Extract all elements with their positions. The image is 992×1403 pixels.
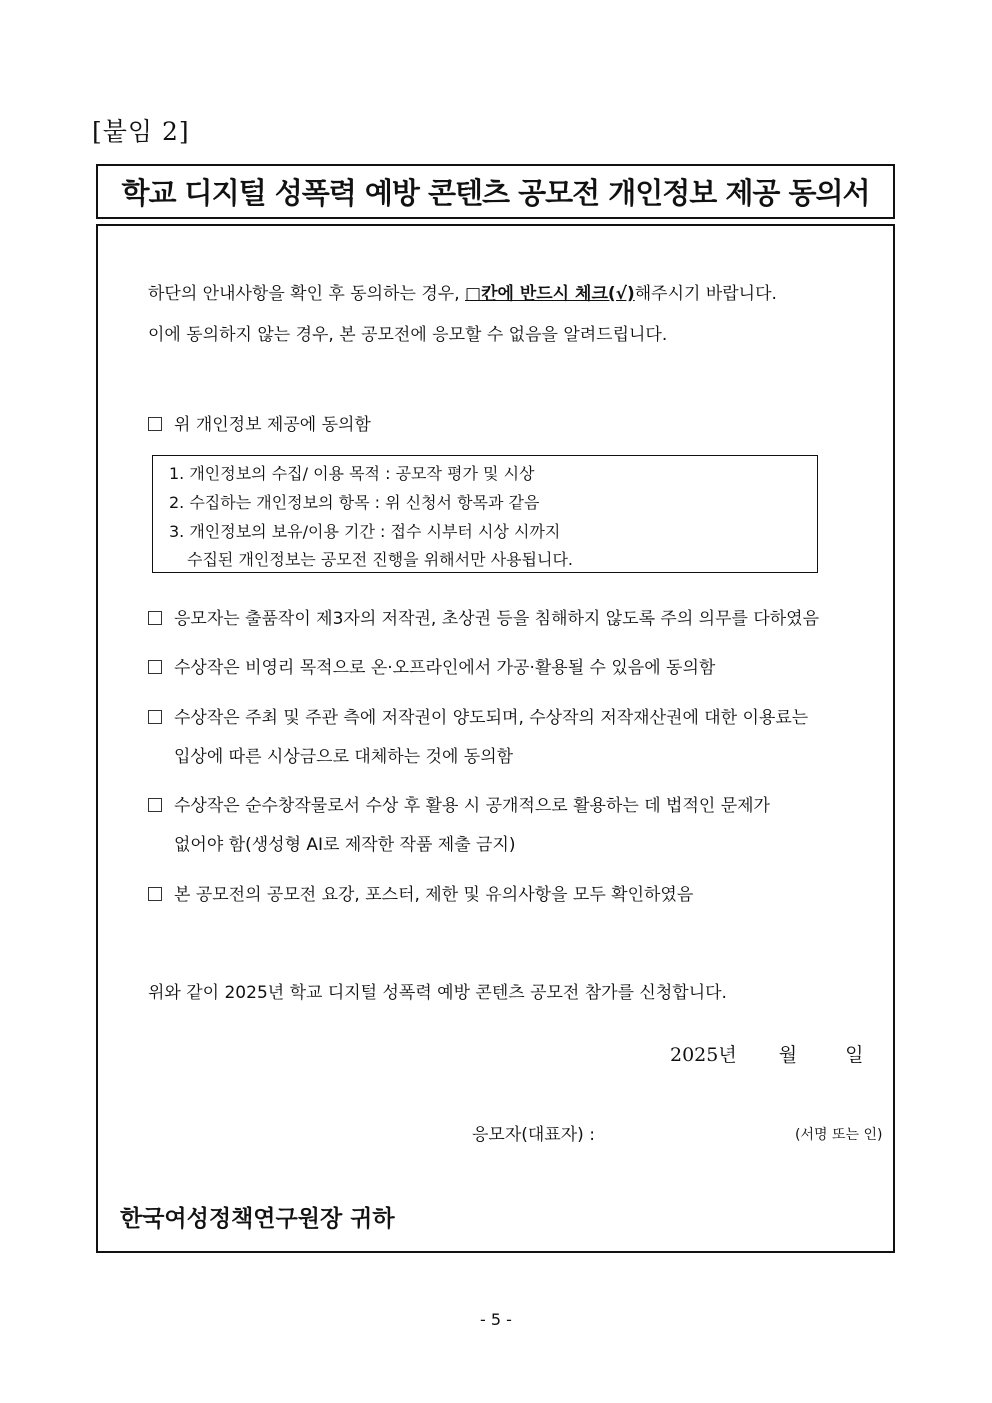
date-line — [670, 1040, 864, 1067]
consent-text: 수상작은 주최 및 주관 측에 저작권이 양도되며, 수상작의 저작재산권에 대한 이용료는 — [174, 708, 809, 728]
checkbox[interactable] — [148, 417, 162, 431]
consent-item-copyright-transfer[interactable] — [148, 703, 809, 767]
checkbox[interactable] — [148, 611, 162, 625]
attachment-label: [붙임 2] — [92, 117, 190, 146]
consent-text-continued: 없어야 함(생성형 AI로 제작한 작품 제출 금지) — [174, 835, 516, 855]
consent-item-original-work[interactable] — [148, 791, 770, 855]
checkbox[interactable] — [148, 710, 162, 724]
info-line: 3. 개인정보의 보유/이용 기간 : 접수 시부터 시상 시까지 — [169, 522, 561, 541]
consent-text: 수상작은 비영리 목적으로 온·오프라인에서 가공·활용될 수 있음에 동의함 — [174, 658, 716, 678]
date-year: 2025년 — [670, 1044, 737, 1066]
info-line: 1. 개인정보의 수집/ 이용 목적 : 공모작 평가 및 시상 — [169, 464, 535, 483]
date-month: 월 — [778, 1044, 798, 1066]
consent-text: 수상작은 순수창작물로서 수상 후 활용 시 공개적으로 활용하는 데 법적인 문제가 — [174, 796, 770, 816]
consent-text: 본 공모전의 공모전 요강, 포스터, 제한 및 유의사항을 모두 확인하였음 — [174, 885, 694, 905]
intro-text-before: 하단의 안내사항을 확인 후 동의하는 경우, — [148, 284, 466, 304]
checkbox[interactable] — [148, 887, 162, 901]
consent-item-copyright[interactable] — [148, 604, 819, 629]
applicant-label: 응모자(대표자) : — [472, 1125, 595, 1145]
consent-item-nonprofit-use[interactable] — [148, 653, 715, 678]
document-title: 학교 디지털 성폭력 예방 콘텐츠 공모전 개인정보 제공 동의서 — [121, 176, 870, 210]
intro-emphasis: □칸에 반드시 체크(√) — [465, 284, 635, 304]
page-number: - 5 - — [480, 1310, 512, 1329]
consent-text-continued: 입상에 따른 시상금으로 대체하는 것에 동의함 — [174, 747, 514, 767]
consent-item-personal-info[interactable] — [148, 410, 371, 435]
consent-text: 응모자는 출품작이 제3자의 저작권, 초상권 등을 침해하지 않도록 주의 의무를 다하였음 — [174, 609, 820, 629]
info-line: 2. 수집하는 개인정보의 항목 : 위 신청서 항목과 같음 — [169, 493, 540, 512]
application-statement: 위와 같이 2025년 학교 디지털 성폭력 예방 콘텐츠 공모전 참가를 신청합니다. — [148, 983, 727, 1003]
consent-item-guidelines[interactable] — [148, 880, 693, 905]
date-day: 일 — [845, 1044, 864, 1066]
checkbox[interactable] — [148, 798, 162, 812]
signature-label: (서명 또는 인) — [795, 1127, 883, 1143]
title-box — [96, 164, 895, 219]
info-line: 수집된 개인정보는 공모전 진행을 위해서만 사용됩니다. — [187, 550, 574, 569]
intro-text-after: 해주시기 바랍니다. — [634, 284, 777, 304]
info-box — [152, 455, 818, 573]
checkbox[interactable] — [148, 660, 162, 674]
consent-form-box — [96, 224, 895, 1253]
recipient: 한국여성정책연구원장 귀하 — [120, 1205, 395, 1232]
intro-line-1 — [148, 279, 777, 304]
intro-line-2: 이에 동의하지 않는 경우, 본 공모전에 응모할 수 없음을 알려드립니다. — [148, 325, 668, 345]
consent-text: 위 개인정보 제공에 동의함 — [174, 415, 371, 435]
